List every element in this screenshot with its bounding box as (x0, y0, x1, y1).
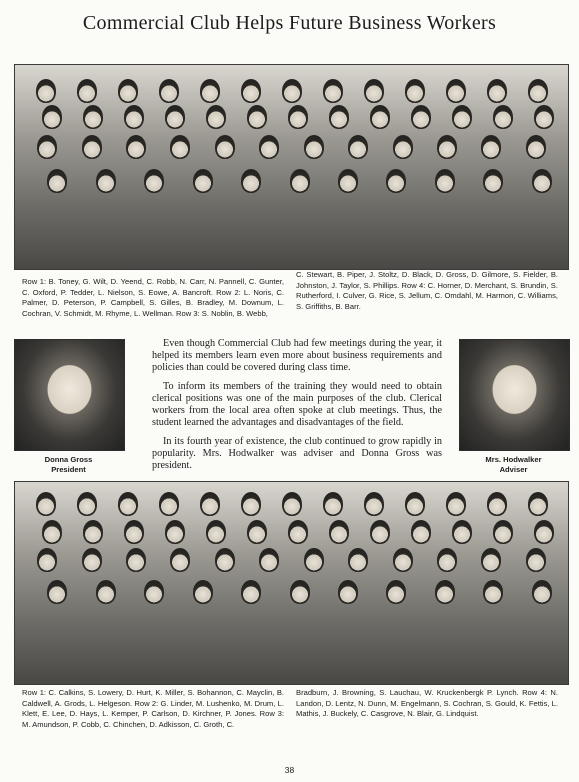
person-head (193, 580, 213, 604)
person-head (206, 105, 226, 129)
person-head (446, 79, 466, 103)
person-head (165, 105, 185, 129)
person-head (411, 520, 431, 544)
person-head (452, 105, 472, 129)
person-head (532, 169, 552, 193)
person-head (77, 79, 97, 103)
paragraph: In its fourth year of existence, the club continued to grow rapidly in popularity. Mrs. Hodwalker was adviser and Donna Gross was president. (152, 436, 442, 471)
person-head (532, 580, 552, 604)
person-head (526, 135, 546, 159)
person-head (487, 492, 507, 516)
person-head (37, 548, 57, 572)
person-head (36, 492, 56, 516)
person-head (481, 548, 501, 572)
person-head (77, 492, 97, 516)
person-head (170, 135, 190, 159)
person-head (288, 105, 308, 129)
paragraph: Even though Commercial Club had few meetings during the year, it helped its members learn even more about business requirements and policies than could be covered during class time. (152, 338, 442, 373)
person-head (82, 548, 102, 572)
person-head (481, 135, 501, 159)
person-head (534, 520, 554, 544)
person-head (126, 135, 146, 159)
person-head (437, 548, 457, 572)
person-head (282, 492, 302, 516)
person-head (118, 79, 138, 103)
person-head (165, 520, 185, 544)
person-head (47, 580, 67, 604)
adviser-name: Mrs. Hodwalker (485, 455, 542, 464)
person-head (329, 520, 349, 544)
person-head (241, 79, 261, 103)
person-head (323, 492, 343, 516)
president-portrait (14, 339, 125, 451)
person-head (47, 169, 67, 193)
person-head (386, 580, 406, 604)
person-head (206, 520, 226, 544)
person-head (290, 580, 310, 604)
person-head (259, 135, 279, 159)
adviser-portrait (459, 339, 570, 451)
person-head (364, 79, 384, 103)
person-head (304, 548, 324, 572)
person-head (82, 135, 102, 159)
person-head (170, 548, 190, 572)
person-head (124, 105, 144, 129)
person-head (96, 169, 116, 193)
person-head (370, 520, 390, 544)
top-caption-left: Row 1: B. Toney, G. Wilt, D. Yeend, C. Robb, N. Carr, N. Pannell, C. Gunter, C. Oxford, P. Tedder, L. Nielson, S. Eowe, A. Bancroft. Row 2: L. Noris, C. Palmer, D. Peterson, P. Campbell, S. Gilles, B. Bradley, M. Downum, L. Cochran, V. Schmidt, M. Rhyme, L. Wellman. Row 3: S. Noblin, B. Webb, (22, 277, 284, 318)
adviser-role: Adviser (499, 465, 528, 474)
person-head (200, 79, 220, 103)
paragraph: To inform its members of the training they would need to obtain clerical positions was one of the main purposes of the club. Clerical workers from the local area often spoke at club meetings. Thus, the student learned the advantages and disadvantages of the field. (152, 381, 442, 428)
person-head (348, 135, 368, 159)
person-head (483, 580, 503, 604)
president-role: President (51, 465, 86, 474)
person-head (483, 169, 503, 193)
person-head (96, 580, 116, 604)
person-head (200, 492, 220, 516)
person-head (435, 169, 455, 193)
person-head (323, 79, 343, 103)
person-head (36, 79, 56, 103)
top-group-photo (14, 64, 569, 270)
top-caption-right: C. Stewart, B. Piper, J. Stoltz, D. Black, D. Gross, D. Gilmore, S. Fielder, B. Johnston, J. Taylor, S. Phillips. Row 4: C. Horner, D. Merchant, S. Brundin, S. Rutherford, I. Culver, G. Rice, S. Jellum, C. Omdahl, M. Harmon, C. Williams, S. Griffiths, B. Barr. (296, 270, 558, 311)
person-head (386, 169, 406, 193)
president-name: Donna Gross (44, 455, 93, 464)
adviser-caption (459, 455, 568, 475)
person-head (338, 580, 358, 604)
president-caption (14, 455, 123, 475)
person-head (405, 492, 425, 516)
person-head (370, 105, 390, 129)
page-title: Commercial Club Helps Future Business Workers (82, 12, 497, 34)
person-head (42, 105, 62, 129)
person-head (282, 79, 302, 103)
page-number: 38 (284, 765, 295, 775)
person-head (452, 520, 472, 544)
person-head (348, 548, 368, 572)
person-head (124, 520, 144, 544)
person-head (83, 520, 103, 544)
person-head (241, 580, 261, 604)
person-head (338, 169, 358, 193)
person-head (393, 135, 413, 159)
person-head (144, 169, 164, 193)
person-head (159, 79, 179, 103)
person-head (411, 105, 431, 129)
person-head (329, 105, 349, 129)
person-head (241, 169, 261, 193)
person-head (393, 548, 413, 572)
person-head (144, 580, 164, 604)
person-head (364, 492, 384, 516)
person-head (304, 135, 324, 159)
bottom-group-photo (14, 481, 569, 685)
bottom-caption-right: Bradburn, J. Browning, S. Lauchau, W. Kruckenbergk P. Lynch. Row 4: N. Landon, D. Lentz, N. Dunn, M. Engelmann, S. Cochran, S. Gould, K. Fettis, L. Mathis, J. Buckely, C. Casgrove, N. Blair, G. Lindquist. (296, 688, 558, 719)
person-head (215, 135, 235, 159)
person-head (42, 520, 62, 544)
person-head (534, 105, 554, 129)
person-head (159, 492, 179, 516)
person-head (118, 492, 138, 516)
person-head (493, 105, 513, 129)
person-head (493, 520, 513, 544)
person-head (487, 79, 507, 103)
person-head (446, 492, 466, 516)
article-body (152, 338, 442, 479)
person-head (405, 79, 425, 103)
person-head (259, 548, 279, 572)
person-head (193, 169, 213, 193)
person-head (126, 548, 146, 572)
person-head (290, 169, 310, 193)
person-head (215, 548, 235, 572)
person-head (528, 79, 548, 103)
person-head (247, 520, 267, 544)
person-head (437, 135, 457, 159)
person-head (247, 105, 267, 129)
person-head (288, 520, 308, 544)
person-head (83, 105, 103, 129)
person-head (241, 492, 261, 516)
person-head (435, 580, 455, 604)
person-head (37, 135, 57, 159)
bottom-caption-left: Row 1: C. Calkins, S. Lowery, D. Hurt, K. Miller, S. Bohannon, C. Mayclin, B. Caldwell, A. Grods, L. Helgeson. Row 2: G. Linder, M. Lushenko, M. Drum, L. Klett, E. Lee, D. Hays, L. Kemper, P. Carlson, D. Kirchner, P. Jones. Row 3: M. Amundson, P. Cobb, C. Chinchen, D. Adkisson, C. Groth, C. (22, 688, 284, 729)
person-head (526, 548, 546, 572)
person-head (528, 492, 548, 516)
